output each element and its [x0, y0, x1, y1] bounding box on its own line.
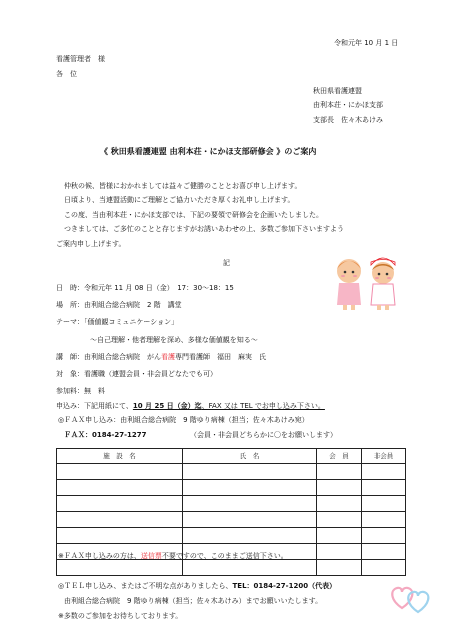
- fax-note: （会員・非会員どちらかに〇をお願いします）: [190, 431, 337, 439]
- header-member: 会 員: [317, 449, 362, 464]
- member-cell[interactable]: [317, 512, 362, 528]
- nonmember-cell[interactable]: [362, 528, 406, 544]
- header-facility: 施 設 名: [57, 449, 183, 464]
- sender-org: 秋田県看護連盟: [313, 87, 362, 95]
- tel-line-3: ※多数のご参加をお待ちしております。: [58, 612, 183, 620]
- tel-number: TEL：0184-27-1200（代表）: [232, 582, 337, 590]
- table-row: [57, 512, 406, 528]
- fax-note-prefix: ※ＦＡＸ申し込みの方は、: [58, 552, 141, 560]
- lecturer-suffix: 専門看護師 福田 麻実 氏: [175, 353, 266, 361]
- nonmember-cell[interactable]: [362, 544, 406, 560]
- hearts-decoration-icon: [388, 580, 434, 616]
- detail-lecturer: [56, 354, 266, 361]
- lecturer-prefix: 講 師：由利組合総合病院 がん: [56, 353, 161, 361]
- name-cell[interactable]: [183, 480, 317, 496]
- table-row: [57, 560, 406, 576]
- fax-note-line: [58, 553, 288, 560]
- detail-fee: 参加料：無 料: [56, 387, 105, 395]
- detail-target: 対 象：看護職（連盟会員・非会員どなたでも可）: [56, 370, 217, 378]
- nurse-couple-illustration: [327, 253, 407, 311]
- detail-place: 場 所：由利組合総合病院 2 階 講堂: [56, 301, 182, 309]
- table-header-row: [57, 449, 406, 464]
- document-title: 《 秋田県看護連盟 由利本荘・にかほ支部研修会 》のご案内: [100, 147, 317, 156]
- addressee-line1: 看護管理者 様: [56, 55, 105, 63]
- fax-note-suffix: 不要ですので、このままご送信下さい。: [161, 552, 288, 560]
- detail-apply: [56, 403, 325, 410]
- addressee-line2: 各 位: [56, 70, 77, 78]
- nonmember-cell[interactable]: [362, 480, 406, 496]
- name-cell[interactable]: [183, 464, 317, 480]
- facility-cell[interactable]: [57, 480, 183, 496]
- intro-line-2: 日頃より、当連盟活動にご理解とご協力いただき厚くお礼申し上げます。: [64, 196, 295, 204]
- intro-line-4: つきましては、ご多忙のことと存じますがお誘いあわせの上、多数ご参加下さいますよう: [64, 225, 344, 233]
- header-nonmember: 非会員: [362, 449, 406, 464]
- table-row: [57, 464, 406, 480]
- intro-line-5: ご案内申し上げます。: [56, 240, 126, 248]
- member-cell[interactable]: [317, 480, 362, 496]
- name-cell[interactable]: [183, 512, 317, 528]
- facility-cell[interactable]: [57, 528, 183, 544]
- apply-deadline: 10 月 25 日（金）迄: [132, 402, 202, 410]
- nonmember-cell[interactable]: [362, 496, 406, 512]
- fax-line: ◎ＦＡＸ申し込み：由利組合総合病院 9 階ゆり病棟（担当；佐々木あけみ宛）: [58, 416, 309, 424]
- fax-number: ＦＡＸ：0184-27-1277: [64, 431, 147, 439]
- apply-suffix: 、FAX 又は TEL でお申し込み下さい。: [201, 402, 325, 410]
- facility-cell[interactable]: [57, 560, 183, 576]
- intro-line-1: 仲秋の候、皆様におかれましては益々ご健勝のこととお喜び申し上げます。: [64, 182, 302, 190]
- nonmember-cell[interactable]: [362, 512, 406, 528]
- table-row: [57, 480, 406, 496]
- facility-cell[interactable]: [57, 496, 183, 512]
- table-row: [57, 528, 406, 544]
- member-cell[interactable]: [317, 528, 362, 544]
- facility-cell[interactable]: [57, 464, 183, 480]
- nonmember-cell[interactable]: [362, 464, 406, 480]
- lecturer-highlight: 看護: [161, 353, 175, 361]
- detail-theme: テーマ：「価値観コミュニケーション」: [56, 318, 179, 326]
- tel-line-2: 由利組合総合病院 9 階ゆり病棟（担当；佐々木あけみ）までお願いいたします。: [64, 597, 323, 605]
- nonmember-cell[interactable]: [362, 560, 406, 576]
- member-cell[interactable]: [317, 496, 362, 512]
- detail-subtheme: 〜自己理解・他者理解を深め、多様な価値観を知る〜: [90, 336, 258, 344]
- ki-heading: 記: [223, 259, 230, 267]
- name-cell[interactable]: [183, 496, 317, 512]
- tel-line-1: [58, 583, 336, 590]
- facility-cell[interactable]: [57, 512, 183, 528]
- header-name: 氏 名: [183, 449, 317, 464]
- member-cell[interactable]: [317, 544, 362, 560]
- intro-line-3: この度、当由利本荘・にかほ支部では、下記の要領で研修会を企画いたしました。: [64, 211, 323, 219]
- name-cell[interactable]: [183, 560, 317, 576]
- member-cell[interactable]: [317, 464, 362, 480]
- table-row: [57, 496, 406, 512]
- issue-date: 令和元年 10 月 1 日: [334, 39, 399, 47]
- member-cell[interactable]: [317, 560, 362, 576]
- sender-branch: 由利本荘・にかほ支部: [313, 101, 383, 109]
- apply-prefix: 申込み：下記用紙にて、: [56, 402, 133, 410]
- fax-note-highlight: 送信票: [140, 552, 162, 560]
- tel-prefix: ◎ＴＥＬ申し込み、またはご不明な点がありましたら、: [58, 582, 233, 590]
- name-cell[interactable]: [183, 528, 317, 544]
- sender-chief: 支部長 佐々木あけみ: [313, 116, 383, 124]
- detail-datetime: 日 時：令和元年 11 月 08 日（金） 17：30〜18：15: [56, 284, 234, 292]
